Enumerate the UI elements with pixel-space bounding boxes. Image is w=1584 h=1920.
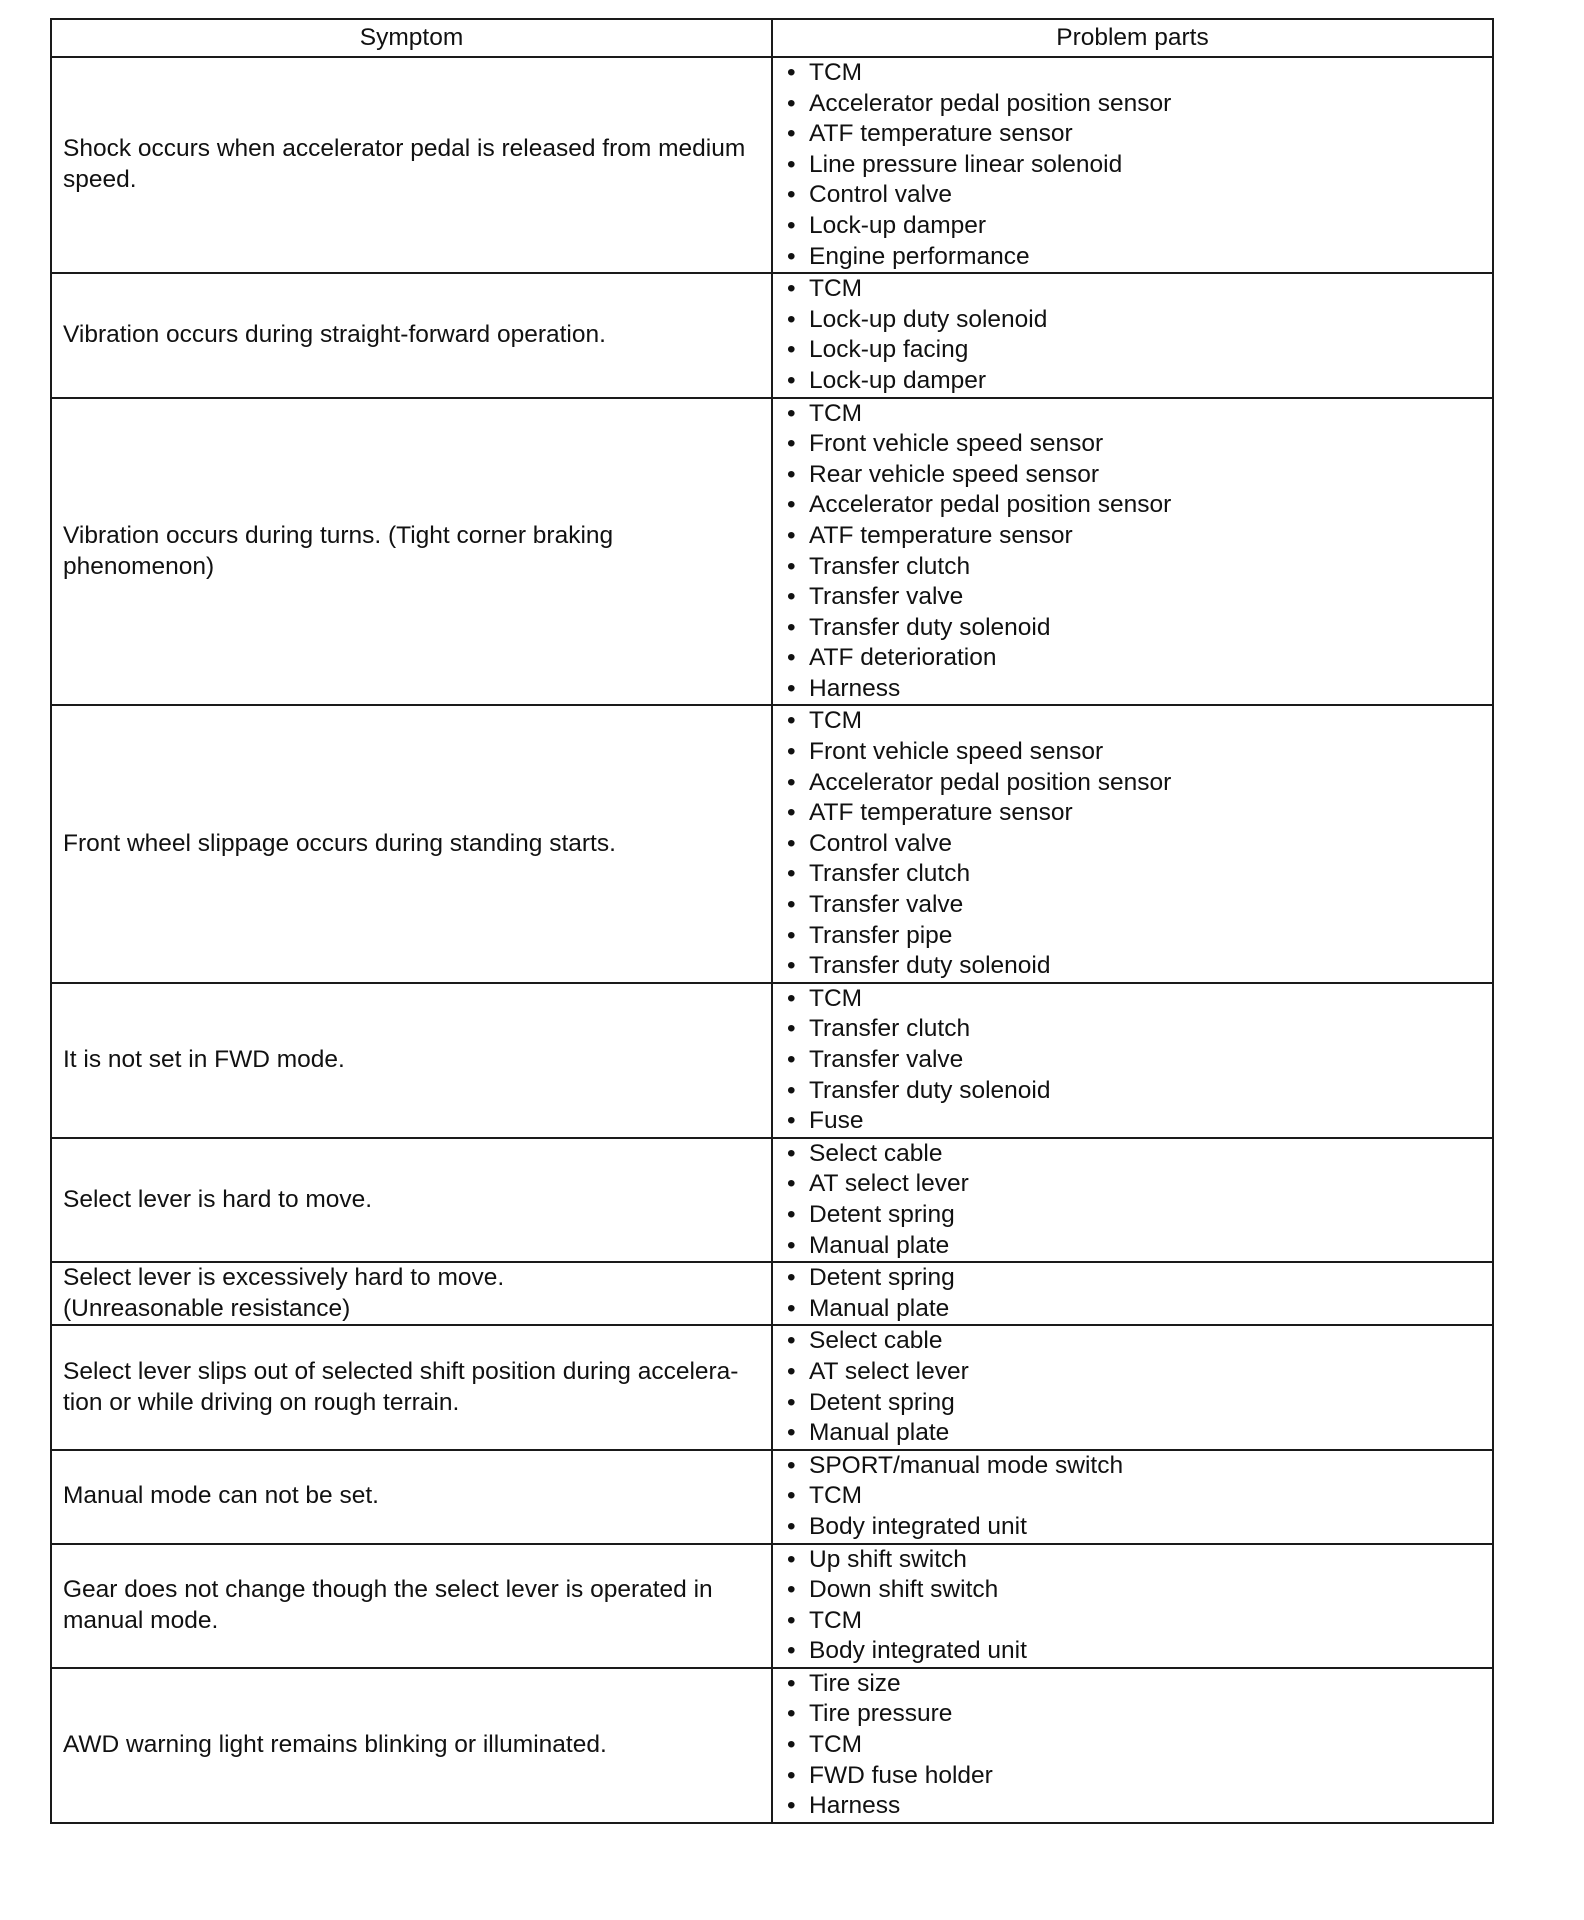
problem-part-label: Transfer clutch bbox=[809, 1015, 971, 1043]
list-item bbox=[783, 1418, 1492, 1449]
problem-parts-cell bbox=[772, 705, 1493, 982]
problem-part-label: Rear vehicle speed sensor bbox=[809, 460, 1100, 488]
table-row bbox=[51, 1544, 1493, 1668]
table-row bbox=[51, 1450, 1493, 1544]
list-item bbox=[783, 1451, 1492, 1482]
problem-part-label: FWD fuse holder bbox=[809, 1761, 993, 1789]
bullet-icon: • bbox=[787, 305, 796, 333]
problem-part-label: ATF deterioration bbox=[809, 644, 997, 672]
bullet-icon: • bbox=[787, 1357, 796, 1385]
symptom-cell: Vibration occurs during straight-forward operation. bbox=[51, 273, 772, 397]
problem-parts-list bbox=[783, 1326, 1492, 1448]
bullet-icon: • bbox=[787, 150, 796, 178]
bullet-icon: • bbox=[787, 336, 796, 364]
bullet-icon: • bbox=[787, 242, 796, 270]
list-item bbox=[783, 366, 1492, 397]
problem-part-label: TCM bbox=[809, 707, 863, 735]
diagnosis-table-sheet bbox=[50, 18, 1492, 1824]
table-row bbox=[51, 1668, 1493, 1823]
problem-part-label: AT select lever bbox=[809, 1170, 969, 1198]
symptom-text-line: Select lever is excessively hard to move. bbox=[63, 1264, 505, 1292]
bullet-icon: • bbox=[787, 583, 796, 611]
problem-part-label: Transfer duty solenoid bbox=[809, 613, 1051, 641]
problem-parts-cell bbox=[772, 1262, 1493, 1325]
bullet-icon: • bbox=[787, 1606, 796, 1634]
bullet-icon: • bbox=[787, 1264, 796, 1292]
symptom-problem-parts-table bbox=[50, 18, 1494, 1824]
list-item bbox=[783, 1014, 1492, 1045]
table-row bbox=[51, 273, 1493, 397]
list-item bbox=[783, 921, 1492, 952]
problem-part-label: Line pressure linear solenoid bbox=[809, 150, 1123, 178]
table-row bbox=[51, 398, 1493, 706]
bullet-icon: • bbox=[787, 181, 796, 209]
problem-parts-list bbox=[783, 984, 1492, 1137]
list-item bbox=[783, 490, 1492, 521]
bullet-icon: • bbox=[787, 1637, 796, 1665]
problem-part-label: Manual plate bbox=[809, 1419, 950, 1447]
bullet-icon: • bbox=[787, 860, 796, 888]
bullet-icon: • bbox=[787, 1327, 796, 1355]
problem-part-label: Lock-up facing bbox=[809, 336, 969, 364]
list-item bbox=[783, 429, 1492, 460]
problem-part-label: SPORT/manual mode switch bbox=[809, 1451, 1124, 1479]
bullet-icon: • bbox=[787, 89, 796, 117]
bullet-icon: • bbox=[787, 552, 796, 580]
list-item bbox=[783, 613, 1492, 644]
list-item bbox=[783, 1730, 1492, 1761]
bullet-icon: • bbox=[787, 952, 796, 980]
list-item bbox=[783, 1200, 1492, 1231]
problem-parts-cell bbox=[772, 1450, 1493, 1544]
header-symptom: Symptom bbox=[51, 19, 772, 57]
symptom-cell: Shock occurs when accelerator pedal is released from medium speed. bbox=[51, 57, 772, 273]
symptom-cell bbox=[51, 1262, 772, 1325]
bullet-icon: • bbox=[787, 1512, 796, 1540]
problem-part-label: ATF temperature sensor bbox=[809, 120, 1073, 148]
problem-part-label: Harness bbox=[809, 674, 901, 702]
problem-parts-list bbox=[783, 1669, 1492, 1822]
symptom-cell bbox=[51, 1325, 772, 1449]
bullet-icon: • bbox=[787, 1576, 796, 1604]
list-item bbox=[783, 521, 1492, 552]
table-row bbox=[51, 983, 1493, 1138]
bullet-icon: • bbox=[787, 1170, 796, 1198]
bullet-icon: • bbox=[787, 829, 796, 857]
bullet-icon: • bbox=[787, 1731, 796, 1759]
problem-part-label: ATF temperature sensor bbox=[809, 799, 1073, 827]
list-item bbox=[783, 1076, 1492, 1107]
problem-part-label: Accelerator pedal position sensor bbox=[809, 768, 1172, 796]
problem-part-label: Control valve bbox=[809, 181, 952, 209]
list-item bbox=[783, 89, 1492, 120]
bullet-icon: • bbox=[787, 521, 796, 549]
bullet-icon: • bbox=[787, 768, 796, 796]
problem-part-label: Lock-up duty solenoid bbox=[809, 305, 1048, 333]
bullet-icon: • bbox=[787, 1482, 796, 1510]
table-row bbox=[51, 705, 1493, 982]
bullet-icon: • bbox=[787, 460, 796, 488]
problem-part-label: Accelerator pedal position sensor bbox=[809, 89, 1172, 117]
list-item bbox=[783, 1575, 1492, 1606]
bullet-icon: • bbox=[787, 921, 796, 949]
bullet-icon: • bbox=[787, 613, 796, 641]
list-item bbox=[783, 643, 1492, 674]
problem-part-label: Body integrated unit bbox=[809, 1512, 1027, 1540]
list-item bbox=[783, 1388, 1492, 1419]
bullet-icon: • bbox=[787, 1107, 796, 1135]
bullet-icon: • bbox=[787, 1669, 796, 1697]
symptom-cell: Gear does not change though the select lever is operated in manual mode. bbox=[51, 1544, 772, 1668]
bullet-icon: • bbox=[787, 799, 796, 827]
bullet-icon: • bbox=[787, 1046, 796, 1073]
list-item bbox=[783, 211, 1492, 242]
problem-part-label: Up shift switch bbox=[809, 1545, 967, 1573]
bullet-icon: • bbox=[787, 1451, 796, 1479]
problem-part-label: Lock-up damper bbox=[809, 211, 987, 239]
problem-part-label: Select cable bbox=[809, 1139, 943, 1167]
list-item bbox=[783, 984, 1492, 1015]
list-item bbox=[783, 305, 1492, 336]
bullet-icon: • bbox=[787, 399, 796, 427]
problem-part-label: TCM bbox=[809, 59, 863, 86]
symptom-cell: Manual mode can not be set. bbox=[51, 1450, 772, 1544]
problem-part-label: TCM bbox=[809, 1731, 863, 1759]
list-item bbox=[783, 552, 1492, 583]
symptom-text-line: tion or while driving on rough terrain. bbox=[63, 1388, 460, 1416]
problem-part-label: Transfer pipe bbox=[809, 921, 953, 949]
symptom-cell: It is not set in FWD mode. bbox=[51, 983, 772, 1138]
list-item bbox=[783, 274, 1492, 305]
symptom-text-line: (Unreasonable resistance) bbox=[63, 1294, 351, 1322]
bullet-icon: • bbox=[787, 1231, 796, 1259]
list-item bbox=[783, 1045, 1492, 1076]
problem-part-label: Detent spring bbox=[809, 1264, 955, 1292]
header-problem-parts: Problem parts bbox=[772, 19, 1493, 57]
bullet-icon: • bbox=[787, 1388, 796, 1416]
bullet-icon: • bbox=[787, 1700, 796, 1728]
problem-part-label: Accelerator pedal position sensor bbox=[809, 491, 1172, 519]
list-item bbox=[783, 1669, 1492, 1700]
problem-part-label: Tire size bbox=[809, 1669, 901, 1697]
problem-part-label: TCM bbox=[809, 399, 863, 427]
list-item bbox=[783, 582, 1492, 613]
bullet-icon: • bbox=[787, 120, 796, 148]
problem-part-label: Transfer valve bbox=[809, 891, 964, 919]
bullet-icon: • bbox=[787, 1200, 796, 1228]
problem-parts-cell bbox=[772, 1325, 1493, 1449]
list-item bbox=[783, 1326, 1492, 1357]
table-header-row bbox=[51, 19, 1493, 57]
problem-part-label: Body integrated unit bbox=[809, 1637, 1027, 1665]
symptom-cell: Vibration occurs during turns. (Tight corner braking phenomenon) bbox=[51, 398, 772, 706]
list-item bbox=[783, 58, 1492, 89]
problem-parts-cell bbox=[772, 1668, 1493, 1823]
problem-part-label: TCM bbox=[809, 1482, 863, 1510]
problem-part-label: Front vehicle speed sensor bbox=[809, 738, 1104, 766]
problem-part-label: Manual plate bbox=[809, 1231, 950, 1259]
problem-part-label: Harness bbox=[809, 1792, 901, 1820]
list-item bbox=[783, 119, 1492, 150]
list-item bbox=[783, 1512, 1492, 1543]
list-item bbox=[783, 150, 1492, 181]
problem-parts-list bbox=[783, 1545, 1492, 1667]
problem-part-label: TCM bbox=[809, 1606, 863, 1634]
bullet-icon: • bbox=[787, 1294, 796, 1322]
bullet-icon: • bbox=[787, 891, 796, 919]
list-item bbox=[783, 1263, 1492, 1294]
bullet-icon: • bbox=[787, 1015, 796, 1043]
problem-part-label: Manual plate bbox=[809, 1294, 950, 1322]
list-item bbox=[783, 1357, 1492, 1388]
list-item bbox=[783, 1636, 1492, 1667]
symptom-cell: Select lever is hard to move. bbox=[51, 1138, 772, 1262]
bullet-icon: • bbox=[787, 211, 796, 239]
list-item bbox=[783, 674, 1492, 705]
problem-parts-list bbox=[783, 706, 1492, 981]
problem-part-label: AT select lever bbox=[809, 1357, 969, 1385]
list-item bbox=[783, 242, 1492, 273]
problem-part-label: Transfer duty solenoid bbox=[809, 1076, 1051, 1104]
problem-part-label: Control valve bbox=[809, 829, 952, 857]
problem-parts-cell bbox=[772, 983, 1493, 1138]
list-item bbox=[783, 180, 1492, 211]
problem-part-label: Front vehicle speed sensor bbox=[809, 430, 1104, 458]
bullet-icon: • bbox=[787, 984, 796, 1012]
list-item bbox=[783, 706, 1492, 737]
problem-part-label: Down shift switch bbox=[809, 1576, 999, 1604]
problem-part-label: Detent spring bbox=[809, 1200, 955, 1228]
problem-part-label: Select cable bbox=[809, 1327, 943, 1355]
list-item bbox=[783, 1699, 1492, 1730]
problem-part-label: Detent spring bbox=[809, 1388, 955, 1416]
list-item bbox=[783, 829, 1492, 860]
symptom-cell: Front wheel slippage occurs during standing starts. bbox=[51, 705, 772, 982]
bullet-icon: • bbox=[787, 644, 796, 672]
bullet-icon: • bbox=[787, 1419, 796, 1447]
problem-parts-list bbox=[783, 1263, 1492, 1324]
problem-part-label: Tire pressure bbox=[809, 1700, 953, 1728]
list-item bbox=[783, 460, 1492, 491]
problem-part-label: Transfer duty solenoid bbox=[809, 952, 1051, 980]
symptom-cell: AWD warning light remains blinking or illuminated. bbox=[51, 1668, 772, 1823]
bullet-icon: • bbox=[787, 1545, 796, 1573]
list-item bbox=[783, 1106, 1492, 1137]
bullet-icon: • bbox=[787, 707, 796, 735]
list-item bbox=[783, 1791, 1492, 1822]
bullet-icon: • bbox=[787, 59, 796, 86]
table-body bbox=[51, 57, 1493, 1823]
bullet-icon: • bbox=[787, 1792, 796, 1820]
list-item bbox=[783, 768, 1492, 799]
problem-parts-cell bbox=[772, 398, 1493, 706]
bullet-icon: • bbox=[787, 1139, 796, 1167]
problem-parts-list bbox=[783, 1451, 1492, 1543]
problem-parts-list bbox=[783, 58, 1492, 272]
problem-part-label: Fuse bbox=[809, 1107, 864, 1135]
list-item bbox=[783, 1545, 1492, 1576]
problem-part-label: Transfer valve bbox=[809, 1046, 964, 1073]
problem-part-label: TCM bbox=[809, 984, 863, 1012]
list-item bbox=[783, 1606, 1492, 1637]
list-item bbox=[783, 859, 1492, 890]
bullet-icon: • bbox=[787, 430, 796, 458]
list-item bbox=[783, 1481, 1492, 1512]
bullet-icon: • bbox=[787, 491, 796, 519]
list-item bbox=[783, 335, 1492, 366]
table-row bbox=[51, 1262, 1493, 1325]
problem-parts-list bbox=[783, 1139, 1492, 1261]
table-row bbox=[51, 1138, 1493, 1262]
list-item bbox=[783, 890, 1492, 921]
table-row bbox=[51, 57, 1493, 273]
bullet-icon: • bbox=[787, 1076, 796, 1104]
list-item bbox=[783, 1231, 1492, 1262]
problem-parts-list bbox=[783, 274, 1492, 396]
bullet-icon: • bbox=[787, 275, 796, 303]
problem-parts-cell bbox=[772, 273, 1493, 397]
problem-parts-list bbox=[783, 399, 1492, 705]
list-item bbox=[783, 1761, 1492, 1792]
problem-part-label: ATF temperature sensor bbox=[809, 521, 1073, 549]
table-row bbox=[51, 1325, 1493, 1449]
problem-part-label: Transfer valve bbox=[809, 583, 964, 611]
list-item bbox=[783, 1169, 1492, 1200]
bullet-icon: • bbox=[787, 366, 796, 394]
problem-part-label: Lock-up damper bbox=[809, 366, 987, 394]
list-item bbox=[783, 1139, 1492, 1170]
symptom-text-line: Select lever slips out of selected shift position during accelera- bbox=[63, 1357, 739, 1385]
bullet-icon: • bbox=[787, 674, 796, 702]
list-item bbox=[783, 951, 1492, 982]
bullet-icon: • bbox=[787, 1761, 796, 1789]
list-item bbox=[783, 798, 1492, 829]
problem-part-label: Transfer clutch bbox=[809, 552, 971, 580]
problem-part-label: TCM bbox=[809, 275, 863, 303]
bullet-icon: • bbox=[787, 738, 796, 766]
problem-part-label: Transfer clutch bbox=[809, 860, 971, 888]
problem-parts-cell bbox=[772, 1544, 1493, 1668]
problem-parts-cell bbox=[772, 57, 1493, 273]
list-item bbox=[783, 737, 1492, 768]
list-item bbox=[783, 399, 1492, 430]
problem-parts-cell bbox=[772, 1138, 1493, 1262]
list-item bbox=[783, 1294, 1492, 1325]
problem-part-label: Engine performance bbox=[809, 242, 1030, 270]
